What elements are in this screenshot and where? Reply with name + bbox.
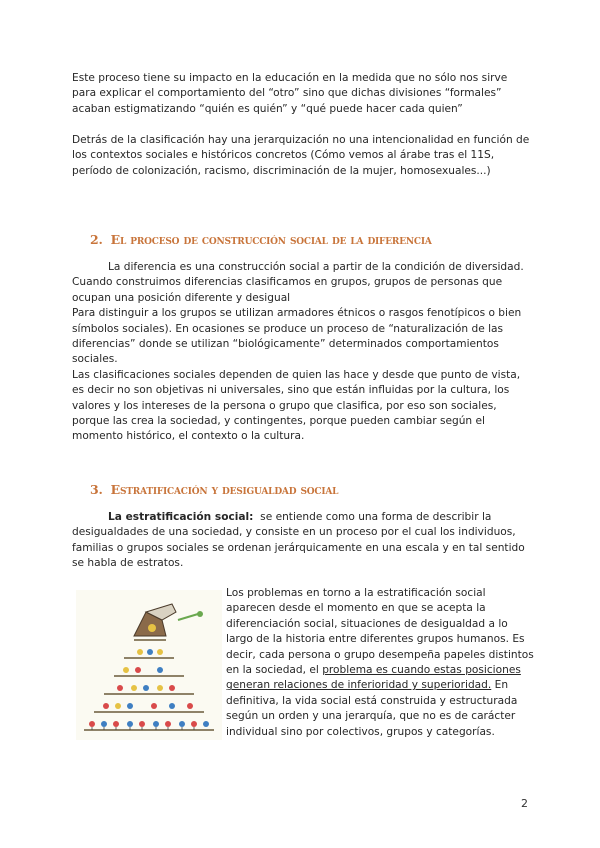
section-2-number: 2. — [90, 232, 103, 247]
stratification-problems-paragraph — [226, 586, 534, 740]
page-number: 2 — [521, 797, 528, 810]
side-text-part-b: En definitiva, la vida social está construida y estructurada según un orden y una jerarquía, que no es de carácter individual sino por colectivos, grupos y categorías. — [226, 679, 518, 738]
paragraph-hierarchization: Detrás de la clasificación hay una jerarquización no una intencionalidad en función de los contextos sociales e históricos concretos (Cómo vemos al árabe tras el 11S, período de colonización, racismo, discriminación de la mujer, homosexuales...) — [72, 134, 530, 177]
paragraph-education-impact: Este proceso tiene su impacto en la educación en la medida que no sólo nos sirve para explicar el comportamiento del “otro” sino que dichas divisiones “formales” acaban estigmatizando “quién es quién” y “qué puede hacer cada quien” — [72, 72, 508, 115]
section-3-heading — [90, 482, 338, 497]
side-text-underlined: problema es cuando estas posiciones generan relaciones de inferioridad y superioridad. — [226, 664, 521, 692]
section-2-paragraph-3: Las clasificaciones sociales dependen de quien las hace y desde que punto de vista, es decir no son objetivas ni universales, sino que están influidas por la cultura, los valores y los intereses de la persona o grupo que clasifica, por eso son sociales, porque las crea la sociedad, y contingentes, porque pueden cambiar según el momento histórico, el contexto o la cultura. — [72, 368, 521, 443]
side-text-part-a: Los problemas en torno a la estratificación social aparecen desde el momento en que se acepta la diferenciación social, situaciones de desigualdad a lo largo de la historia entre diferentes grupos humanos. Es decir, cada persona o grupo desempeña papeles distintos en la sociedad, el — [226, 587, 534, 677]
section-2-paragraph-2: Para distinguir a los grupos se utilizan armadores étnicos o rasgos fenotípicos o bien símbolos sociales). En ocasiones se produce un proceso de “naturalización de las diferencias” donde se utilizan “biológicamente” determinados comportamientos sociales. — [72, 307, 522, 366]
section-2-paragraph-1: La diferencia es una construcción social a partir de la condición de diversidad. Cuando construimos diferencias clasificamos en grupos, grupos de personas que ocupan una posición diferente y desigual — [72, 261, 524, 304]
stratification-term: La estratificación social: — [108, 511, 254, 523]
section-3-number: 3. — [90, 482, 103, 497]
human-pyramid-illustration — [76, 590, 222, 740]
stratification-definition — [72, 510, 532, 572]
section-3-title: Estratificación y desigualdad social — [110, 482, 339, 497]
section-2-body — [72, 260, 532, 445]
section-2-title: El proceso de construcción social de la diferencia — [110, 232, 432, 247]
section-2-heading — [90, 232, 432, 247]
stratification-definition-text: se entiende como una forma de describir la desigualdades de una sociedad, y consiste en un proceso por el cual los individuos, familias o grupos sociales se ordenan jerárquicamente en una escala y en tal sentido se habla de estratos. — [72, 511, 525, 570]
